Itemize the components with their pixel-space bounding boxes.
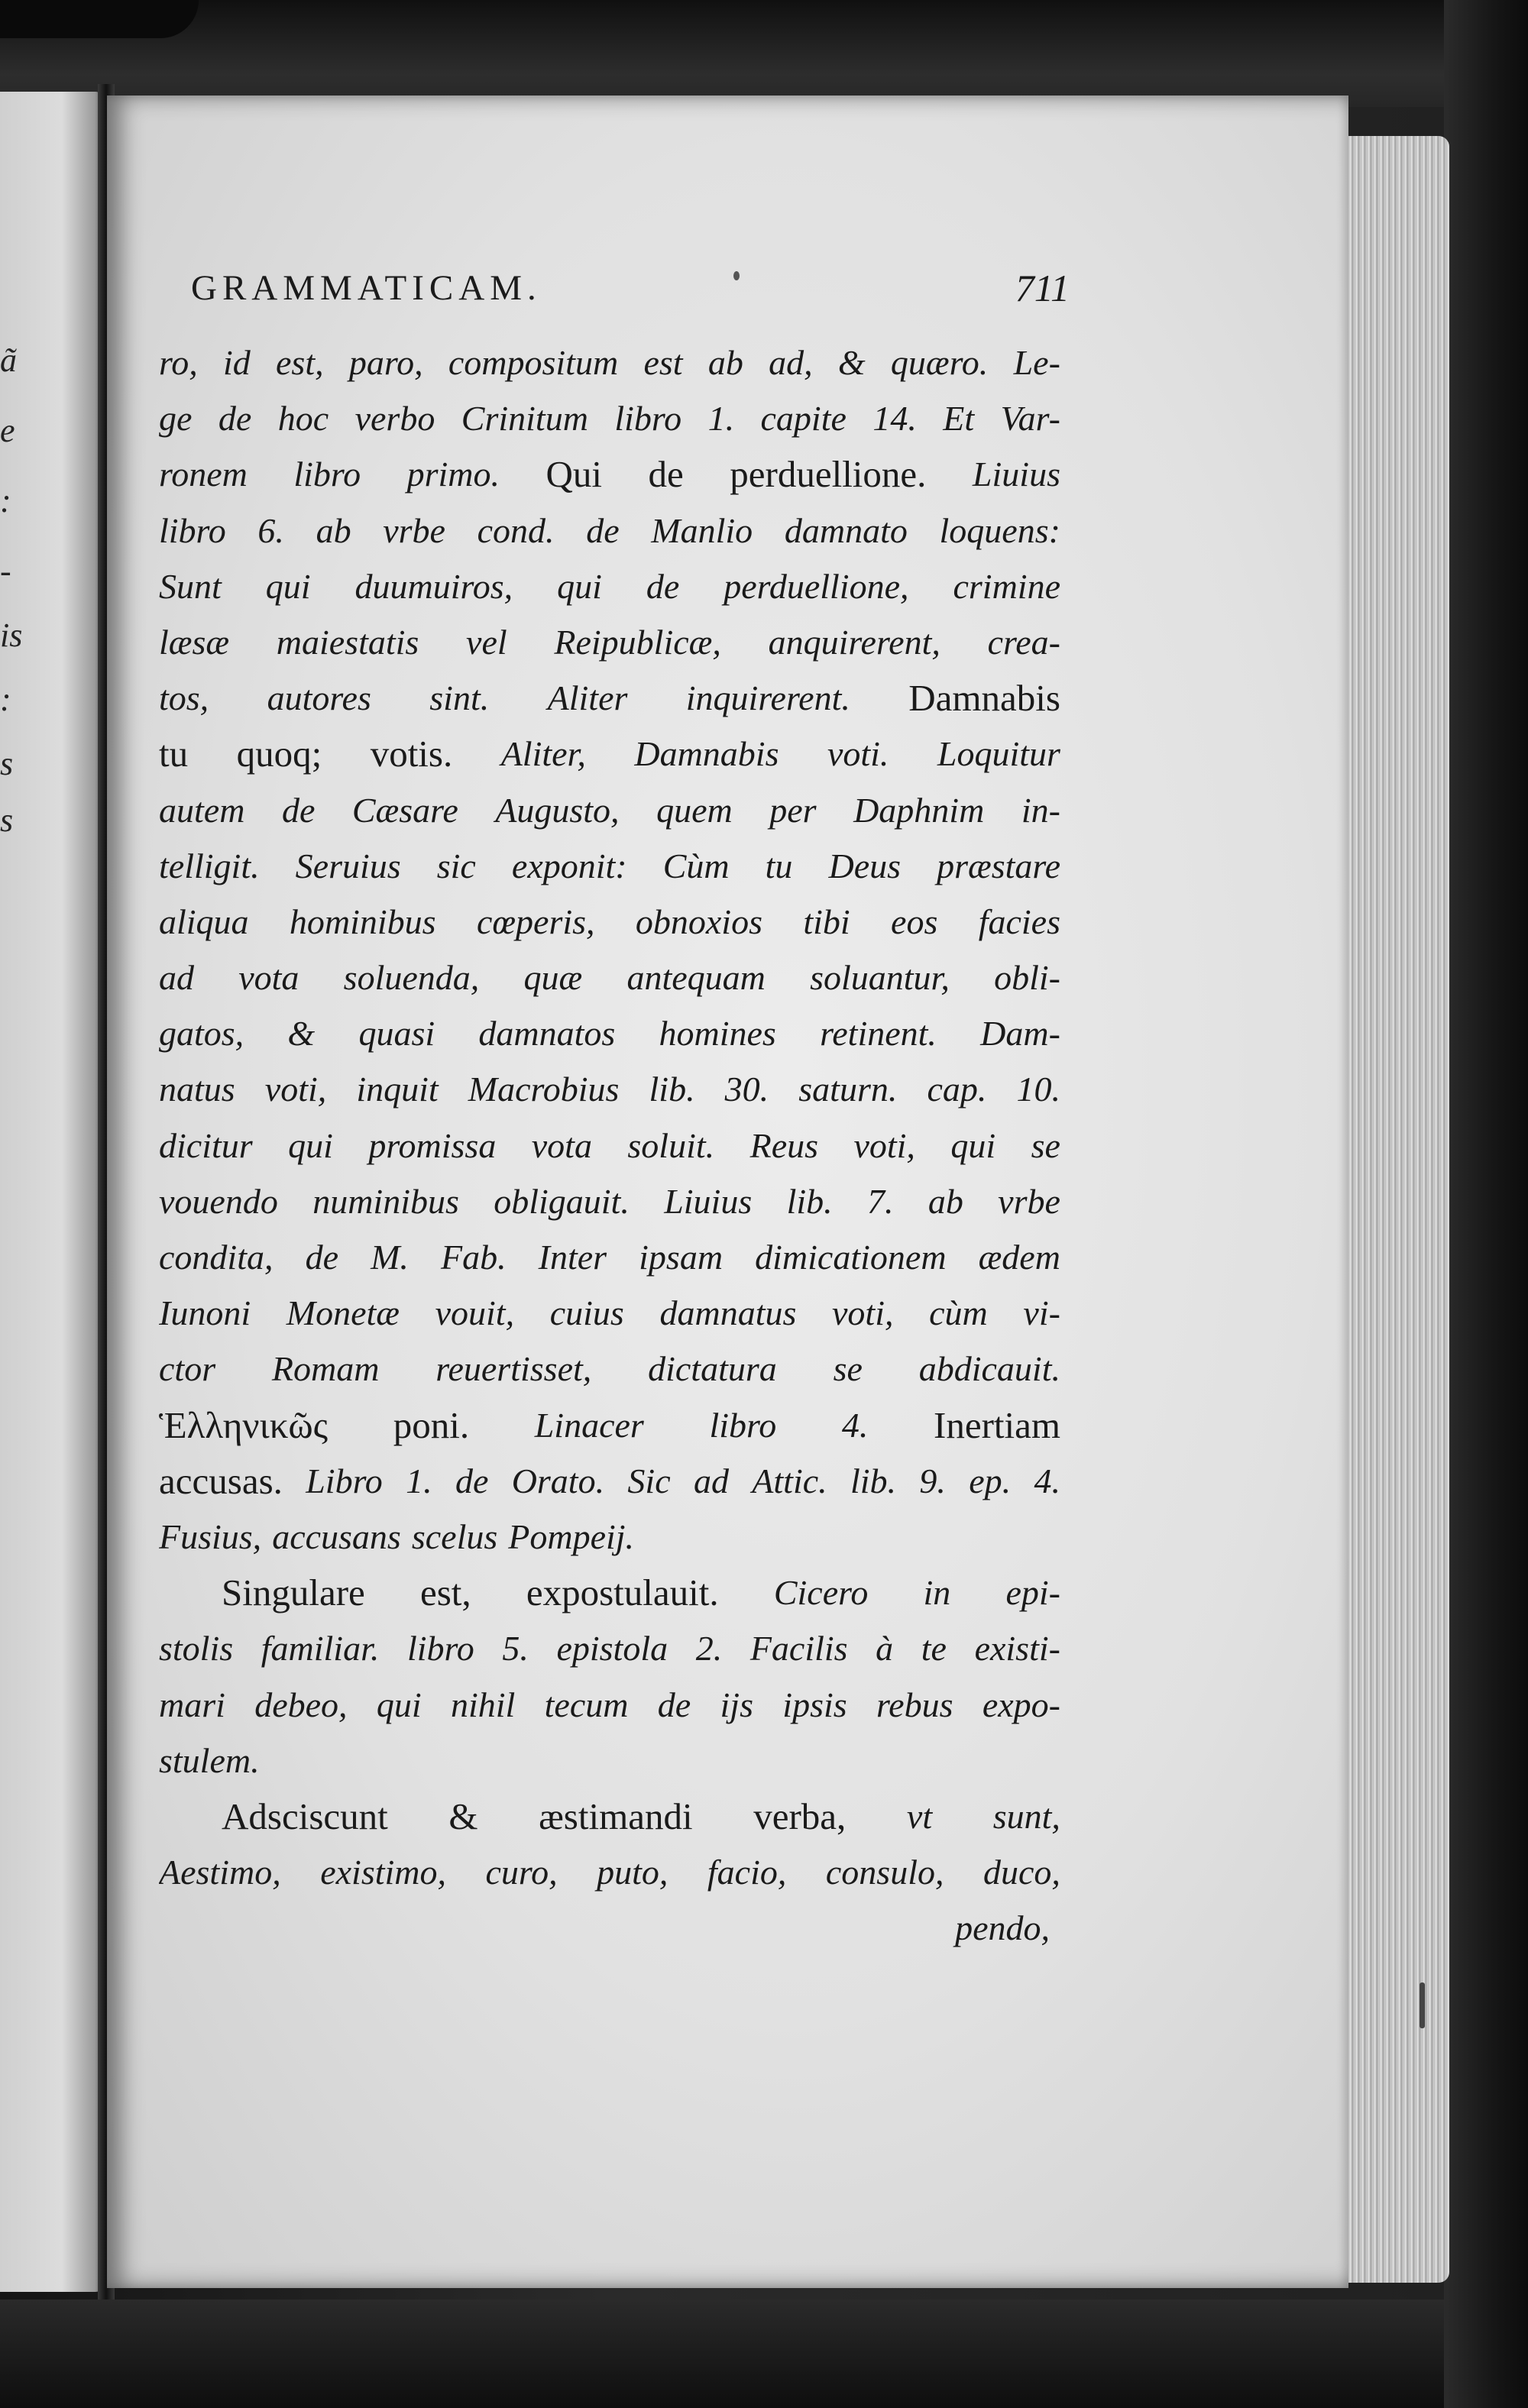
text-word: M. [371,1238,409,1277]
text-word: Cæsare [351,790,458,830]
text-word: ijs [720,1685,753,1724]
text-word: reuertisset, [435,1349,592,1389]
text-word: tecum [544,1685,629,1724]
text-word: de [646,566,680,606]
text-word: compositum [448,343,619,382]
text-word: Attic. [752,1461,827,1500]
text-line [159,1229,1060,1285]
text-word: voti, [264,1070,327,1109]
text-word: & [448,1795,478,1837]
text-word: 5. [502,1629,529,1668]
text-word: est [643,343,683,382]
margin-fragment: : [0,681,11,718]
text-word: quæ [523,958,583,998]
text-word: voti, [832,1293,894,1333]
text-word: qui [288,1125,333,1165]
text-word: vel [466,622,507,662]
text-word: tos, [159,678,209,718]
text-word: homines [659,1014,776,1054]
text-word: vouit, [435,1293,515,1333]
text-line [159,1844,1060,1900]
text-line [159,670,1060,726]
text-word: crimine [953,566,1060,606]
text-line [159,1118,1060,1173]
text-word: Liuius [972,455,1060,494]
text-word: ge [159,399,193,439]
binding-corner [0,0,199,38]
text-word: de [281,790,316,830]
text-word: existimo, [320,1853,446,1892]
text-line [159,1900,1060,1956]
text-word: gatos, [159,1014,244,1054]
text-word: Liuius [664,1181,753,1221]
text-word: de [218,399,252,439]
margin-fragment: ã [0,341,17,379]
margin-fragment: : [0,482,11,519]
text-word: numinibus [312,1181,459,1221]
text-word: rebus [876,1685,953,1724]
text-word: votis. [370,733,453,775]
left-page-margin-fragments [0,336,23,845]
text-word: crea- [987,622,1060,662]
text-word: curo, [485,1853,558,1892]
text-word: Facilis [749,1629,848,1668]
text-word: Linacer [534,1405,644,1445]
text-word: in- [1021,790,1060,830]
text-word: Loquitur [937,734,1060,774]
page-number: 711 [1015,267,1070,309]
text-word: existi- [974,1629,1060,1668]
text-word: est, [276,343,324,382]
text-word: nihil [450,1685,516,1724]
body-text [159,335,1060,1956]
text-word: à [876,1629,894,1668]
text-word: Romam [271,1349,380,1389]
text-word: hoc [277,399,329,439]
text-word: aliqua [159,901,249,941]
text-word: natus [159,1070,235,1109]
text-word: ad [159,958,194,998]
text-word: sunt, [992,1796,1060,1836]
text-line [159,446,1060,502]
text-word: maiestatis [276,622,419,662]
text-word: libro [614,399,682,439]
text-word: ctor [159,1349,216,1389]
text-word: libro [709,1405,777,1445]
text-word: Iunoni [159,1293,251,1333]
text-word: ro, [159,343,198,382]
text-word: Daphnim [853,790,985,830]
page-edges [1341,136,1449,2283]
margin-fragment: is [0,617,23,654]
text-word: inquit [356,1070,439,1109]
text-word: cœperis, [476,901,595,941]
text-word: Var- [1000,399,1060,439]
text-word: lib. [786,1181,833,1221]
text-word: retinent. [820,1014,937,1054]
text-word: tu [765,846,793,885]
text-word: expo- [982,1685,1060,1724]
text-word: Adsciscunt [222,1795,388,1837]
text-word: de [455,1461,489,1500]
text-word: cap. [927,1070,987,1109]
text-word: dimicationem [755,1238,947,1277]
text-word: tibi [803,901,850,941]
text-line [159,614,1060,670]
text-word: epistola [556,1629,668,1668]
text-word: damnatus [659,1293,797,1333]
text-word: Damnabis [908,677,1060,720]
text-word: per [769,790,817,830]
margin-fragment: e [0,412,15,449]
text-word: Inter [538,1238,607,1277]
text-word: Seruius [295,846,401,885]
running-head [191,267,1070,321]
text-word: Et [943,399,975,439]
text-word: 1. [406,1461,432,1500]
text-line [159,838,1060,894]
text-word: ab [927,1181,963,1221]
text-word: de [586,510,620,550]
text-word: Sunt [159,566,222,606]
text-word: eos [891,901,938,941]
text-line [159,950,1060,1005]
text-word: in [923,1573,951,1613]
text-word: Inertiam [934,1403,1060,1446]
text-word: promissa [368,1125,497,1165]
text-line [159,1061,1060,1117]
text-word: Pompeij. [508,1516,635,1556]
margin-fragment: - [0,552,11,590]
text-word: accusas. [159,1459,283,1502]
text-word: verba, [753,1795,847,1837]
text-word: abdicauit. [918,1349,1060,1389]
text-word: Augusto, [495,790,620,830]
text-word: scelus [411,1516,498,1556]
text-word: Deus [828,846,902,885]
text-word: ab [707,343,743,382]
ink-mark [1420,1982,1425,2028]
text-word: damnatos [478,1014,616,1054]
text-word: obligauit. [494,1181,630,1221]
text-word: libro [407,1629,474,1668]
text-word: qui [950,1125,996,1165]
text-word: saturn. [798,1070,898,1109]
text-word: telligit. [159,846,260,885]
text-word: læsæ [159,622,230,662]
text-word: Orato. [511,1461,605,1500]
text-line [159,1173,1060,1229]
text-line [159,782,1060,838]
text-word: Ἑλληνικῶς [159,1403,329,1446]
text-line [159,1341,1060,1397]
text-line [159,503,1060,558]
text-line [159,1677,1060,1733]
text-word: Crinitum [461,399,588,439]
text-word: vrbe [998,1181,1060,1221]
text-word: Cùm [662,846,730,885]
text-line [159,390,1060,446]
binding-right [1444,0,1528,2408]
text-word: dicitur [159,1125,253,1165]
text-word: verbo [354,399,435,439]
text-word: dictatura [648,1349,777,1389]
text-word: hominibus [289,901,436,941]
text-line [159,1397,1060,1453]
text-word: quem [656,790,733,830]
text-word: facio, [707,1853,787,1892]
text-word: facies [978,901,1060,941]
text-word: pendo, [955,1908,1050,1948]
text-word: primo. [406,455,500,494]
margin-fragment: s [0,745,14,782]
text-line [159,1788,1060,1844]
text-word: ipsam [639,1238,724,1277]
text-word: Le- [1013,343,1060,382]
text-word: vota [531,1125,592,1165]
text-word: se [833,1349,863,1389]
text-word: vouendo [159,1181,278,1221]
text-word: expostulauit. [526,1571,719,1614]
text-word: consulo, [825,1853,944,1892]
text-word: stolis [159,1629,234,1668]
text-word: Dam- [980,1014,1060,1054]
text-line [159,726,1060,782]
text-word: ad [693,1461,729,1500]
text-word: Sic [627,1461,671,1500]
text-word: tu [159,733,189,775]
text-line [159,1005,1060,1061]
text-word: poni. [393,1403,470,1446]
text-word: quæro. [890,343,989,382]
text-word: damnato [784,510,908,550]
text-word: condita, [159,1238,274,1277]
text-word: ad, [769,343,813,382]
text-line [159,1285,1060,1341]
text-word: debeo, [254,1685,348,1724]
text-word: libro [159,510,226,550]
text-word: ep. [969,1461,1012,1500]
text-word: voti. [827,734,889,774]
text-word: de [657,1685,691,1724]
text-word: libro [293,455,361,494]
text-word: qui [265,566,311,606]
text-word: Aestimo, [159,1853,281,1892]
text-word: familiar. [261,1629,380,1668]
binding-top [0,0,1528,107]
text-word: sint. [429,678,490,718]
text-word: Monetæ [286,1293,400,1333]
text-word: vota [238,958,299,998]
text-word: 6. [257,510,284,550]
text-word: obli- [994,958,1060,998]
text-word: qui [557,566,602,606]
text-word: æstimandi [539,1795,693,1837]
binding-bottom [0,2300,1528,2408]
text-word: 10. [1016,1070,1060,1109]
text-line [159,1565,1060,1620]
text-word: de [648,453,684,496]
text-word: 9. [919,1461,946,1500]
text-word: & [837,343,866,382]
text-word: sic [436,846,476,885]
text-word: Aliter, [500,734,586,774]
text-word: 4. [1034,1461,1060,1500]
text-line [159,1620,1060,1676]
text-word: 4. [841,1405,869,1445]
text-word: Reipublicæ, [554,622,721,662]
text-word: perduellione. [730,453,927,496]
text-word: Fab. [440,1238,507,1277]
text-word: Macrobius [468,1070,620,1109]
text-word: Reus [749,1125,819,1165]
text-word: soluenda, [343,958,480,998]
text-word: quasi [358,1014,435,1054]
text-word: Singulare [222,1571,365,1614]
text-word: id [222,343,251,382]
text-word: 14. [872,399,917,439]
text-word: epi- [1005,1573,1060,1613]
text-line [159,335,1060,390]
text-word: soluantur, [810,958,950,998]
text-word: duco, [983,1853,1060,1892]
text-word: vrbe [383,510,445,550]
text-word: Aliter [547,678,628,718]
text-word: de [305,1238,338,1277]
text-word: Cicero [773,1573,869,1613]
text-word: 2. [695,1629,723,1668]
text-word: Qui [545,453,603,496]
text-word: obnoxios [635,901,762,941]
text-word: te [921,1629,947,1668]
text-word: Damnabis [634,734,779,774]
text-word: accusans [272,1516,401,1556]
text-word: cùm [929,1293,988,1333]
text-word: mari [159,1685,225,1724]
text-line [159,1453,1060,1509]
text-line [159,894,1060,950]
text-word: autem [159,790,245,830]
running-head-title: GRAMMATICAM. [191,268,542,308]
text-word: exponit: [511,846,627,885]
text-word: vi- [1023,1293,1060,1333]
text-word: lib. [649,1070,695,1109]
text-word: loquens: [939,510,1060,550]
text-word: soluit. [627,1125,715,1165]
text-word: præstare [937,846,1060,885]
text-word: ab [316,510,351,550]
text-word: antequam [626,958,766,998]
text-word: anquirerent, [768,622,940,662]
text-word: & [287,1014,316,1054]
text-word: paro, [348,343,423,382]
text-word: ipsis [782,1685,847,1724]
text-word: perduellione, [724,566,909,606]
text-word: cuius [549,1293,624,1333]
text-word: 1. [707,399,735,439]
text-word: voti, [853,1125,915,1165]
text-word: cond. [477,510,555,550]
text-word: 30. [724,1070,769,1109]
text-word: autores [267,678,371,718]
text-word: ædem [978,1238,1060,1277]
text-word: ronem [159,455,248,494]
text-word: se [1031,1125,1060,1165]
text-word: puto, [597,1853,668,1892]
margin-fragment: s [0,801,14,839]
text-word: quoq; [236,733,322,775]
text-word: capite [760,399,847,439]
text-word: qui [376,1685,422,1724]
text-word: Fusius, [159,1516,262,1556]
text-word: inquirerent. [685,678,850,718]
text-word: stulem. [159,1740,260,1780]
text-line [159,1509,1060,1565]
text-word: est, [419,1571,471,1614]
text-word: Libro [306,1461,383,1500]
text-word: 7. [866,1181,894,1221]
text-word: duumuiros, [354,566,513,606]
text-line [159,558,1060,614]
text-line [159,1733,1060,1788]
text-word: Manlio [651,510,753,550]
text-word: lib. [850,1461,897,1500]
text-word: vt [906,1796,933,1836]
